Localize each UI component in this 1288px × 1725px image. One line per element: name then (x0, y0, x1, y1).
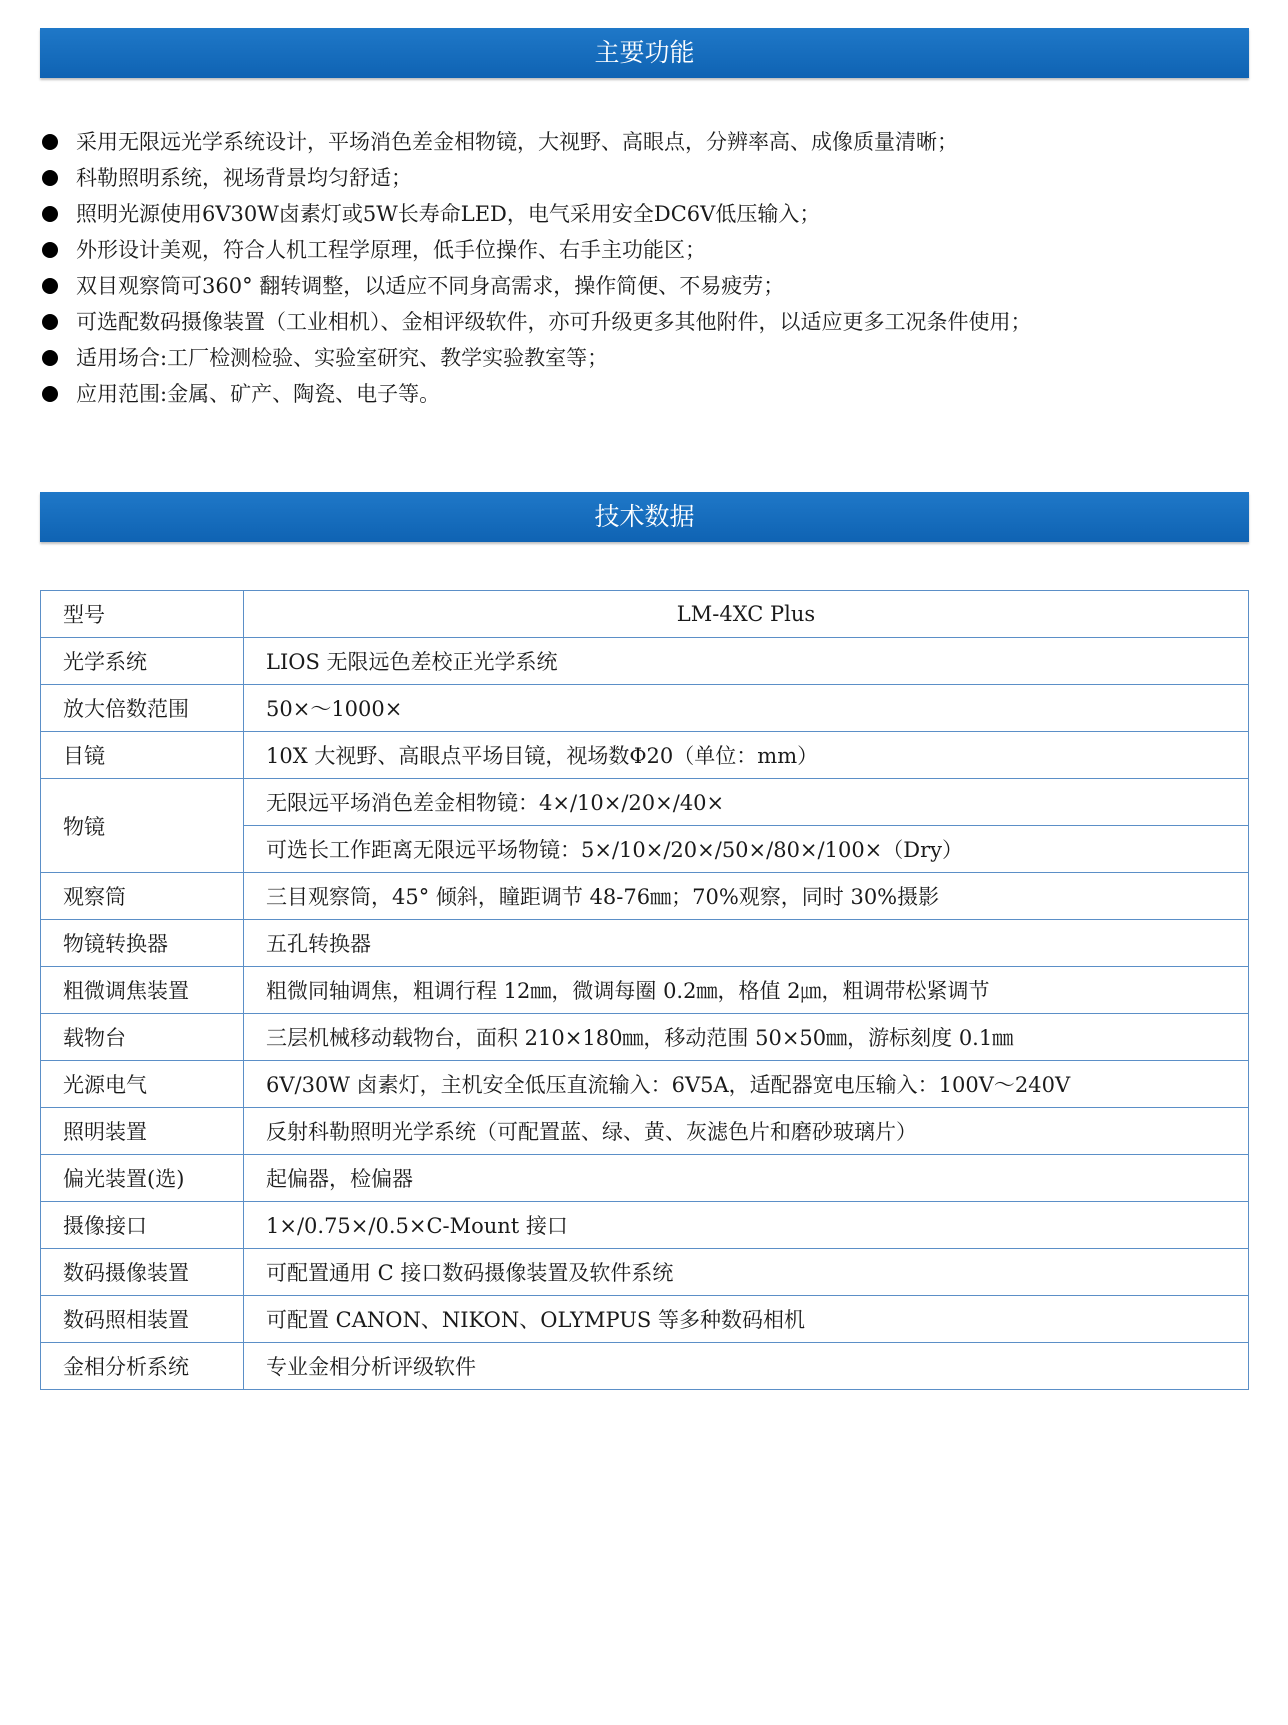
bullet-icon (42, 314, 58, 330)
bullet-icon (42, 134, 58, 150)
spec-table (40, 590, 1249, 1390)
section-header-features: 主要功能 (40, 28, 1249, 78)
table-row (41, 1249, 1249, 1296)
feature-text: 外形设计美观，符合人机工程学原理，低手位操作、右手主功能区； (76, 238, 706, 262)
spec-label: 数码摄像装置 (41, 1249, 244, 1296)
spec-value: 专业金相分析评级软件 (244, 1343, 1249, 1390)
spec-label: 数码照相装置 (41, 1296, 244, 1343)
spec-value: 可配置 CANON、NIKON、OLYMPUS 等多种数码相机 (244, 1296, 1249, 1343)
feature-item (42, 232, 1252, 268)
feature-text: 应用范围:金属、矿产、陶瓷、电子等。 (76, 382, 441, 406)
bullet-icon (42, 242, 58, 258)
feature-item (42, 304, 1252, 340)
feature-item (42, 340, 1252, 376)
spec-value: 1×/0.75×/0.5×C-Mount 接口 (244, 1202, 1249, 1249)
bullet-icon (42, 170, 58, 186)
spec-label: 金相分析系统 (41, 1343, 244, 1390)
feature-list (42, 124, 1252, 412)
feature-text: 双目观察筒可360° 翻转调整，以适应不同身高需求，操作简便、不易疲劳； (76, 274, 785, 298)
spec-value: 50×～1000× (244, 685, 1249, 732)
spec-value: 可配置通用 C 接口数码摄像装置及软件系统 (244, 1249, 1249, 1296)
spec-label: 光学系统 (41, 638, 244, 685)
spec-value: 起偏器，检偏器 (244, 1155, 1249, 1202)
bullet-icon (42, 278, 58, 294)
spec-label: 物镜转换器 (41, 920, 244, 967)
bullet-icon (42, 386, 58, 402)
table-row (41, 732, 1249, 779)
spec-value: 五孔转换器 (244, 920, 1249, 967)
spec-value: LIOS 无限远色差校正光学系统 (244, 638, 1249, 685)
table-row (41, 1061, 1249, 1108)
feature-text: 采用无限远光学系统设计，平场消色差金相物镜，大视野、高眼点，分辨率高、成像质量清晰； (76, 130, 958, 154)
feature-item (42, 268, 1252, 304)
spec-label: 观察筒 (41, 873, 244, 920)
feature-item (42, 160, 1252, 196)
table-row (41, 873, 1249, 920)
spec-value: 反射科勒照明光学系统（可配置蓝、绿、黄、灰滤色片和磨砂玻璃片） (244, 1108, 1249, 1155)
spec-value: 三目观察筒，45° 倾斜，瞳距调节 48-76㎜；70%观察，同时 30%摄影 (244, 873, 1249, 920)
table-row (41, 779, 1249, 826)
spec-value: 10X 大视野、高眼点平场目镜，视场数Φ20（单位：mm） (244, 732, 1249, 779)
table-row (41, 1202, 1249, 1249)
feature-text: 可选配数码摄像装置（工业相机）、金相评级软件，亦可升级更多其他附件，以适应更多工况条件使用； (76, 310, 1032, 334)
spec-label: 光源电气 (41, 1061, 244, 1108)
table-row (41, 967, 1249, 1014)
spec-value: 可选长工作距离无限远平场物镜：5×/10×/20×/50×/80×/100×（Dry） (244, 826, 1249, 873)
spec-label: 目镜 (41, 732, 244, 779)
table-row (41, 685, 1249, 732)
spec-label: 摄像接口 (41, 1202, 244, 1249)
feature-text: 照明光源使用6V30W卤素灯或5W长寿命LED，电气采用安全DC6V低压输入； (76, 202, 821, 226)
table-row (41, 1155, 1249, 1202)
table-row (41, 638, 1249, 685)
spec-label: 粗微调焦装置 (41, 967, 244, 1014)
spec-label: 型号 (41, 591, 244, 638)
bullet-icon (42, 350, 58, 366)
spec-label: 偏光装置(选) (41, 1155, 244, 1202)
bullet-icon (42, 206, 58, 222)
spec-value: 6V/30W 卤素灯，主机安全低压直流输入：6V5A，适配器宽电压输入：100V～240V (244, 1061, 1249, 1108)
table-row (41, 920, 1249, 967)
spec-label: 物镜 (41, 779, 244, 873)
spec-label: 放大倍数范围 (41, 685, 244, 732)
section-header-specs: 技术数据 (40, 492, 1249, 542)
table-row (41, 1296, 1249, 1343)
feature-item (42, 124, 1252, 160)
feature-item (42, 196, 1252, 232)
feature-text: 适用场合:工厂检测检验、实验室研究、教学实验教室等； (76, 346, 609, 370)
table-row (41, 591, 1249, 638)
spec-value: 三层机械移动载物台，面积 210×180㎜，移动范围 50×50㎜，游标刻度 0.1㎜ (244, 1014, 1249, 1061)
feature-item (42, 376, 1252, 412)
table-row (41, 1108, 1249, 1155)
feature-text: 科勒照明系统，视场背景均匀舒适； (76, 166, 412, 190)
spec-value: 无限远平场消色差金相物镜：4×/10×/20×/40× (244, 779, 1249, 826)
table-row (41, 1343, 1249, 1390)
table-row (41, 1014, 1249, 1061)
spec-value: 粗微同轴调焦，粗调行程 12㎜，微调每圈 0.2㎜，格值 2㎛，粗调带松紧调节 (244, 967, 1249, 1014)
spec-label: 载物台 (41, 1014, 244, 1061)
spec-value: LM-4XC Plus (244, 591, 1249, 638)
spec-label: 照明装置 (41, 1108, 244, 1155)
